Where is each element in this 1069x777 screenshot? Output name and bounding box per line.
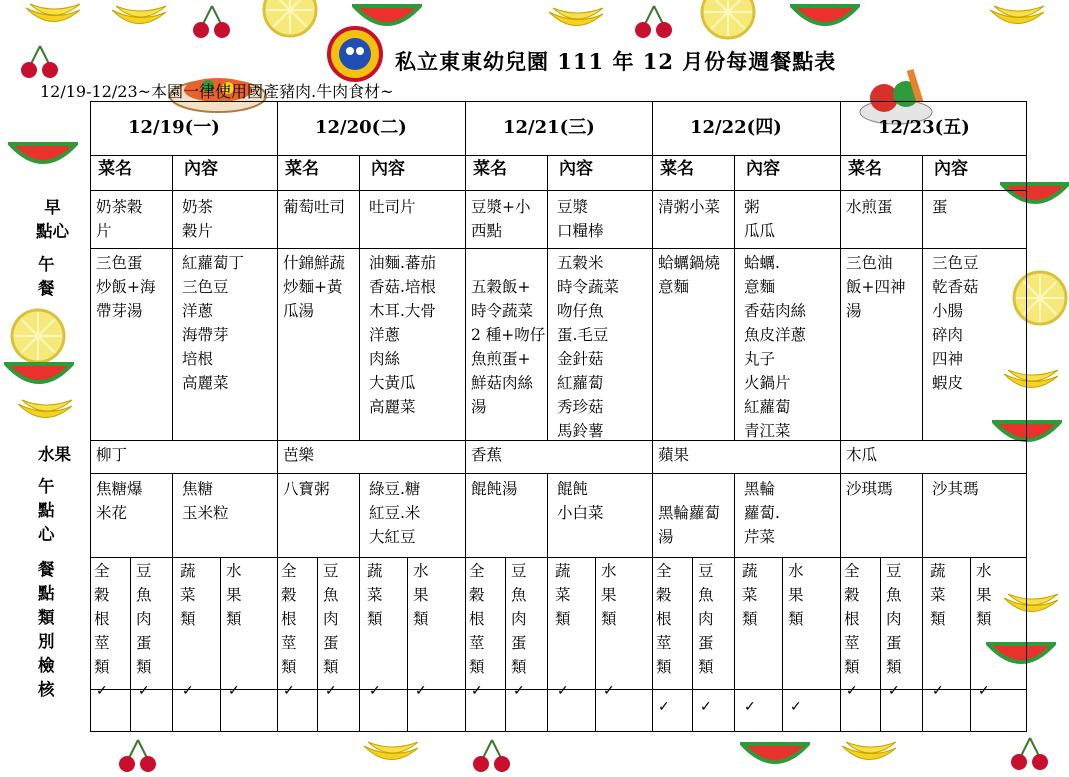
day-date: 12/21(三)	[503, 117, 595, 138]
banana-icon	[986, 2, 1048, 36]
category-label: 全 穀 根 莖 類	[281, 562, 297, 676]
col-divider	[595, 557, 596, 731]
watermelon-icon	[740, 740, 810, 774]
cherry-icon	[116, 738, 160, 774]
col-divider	[782, 557, 783, 731]
row-divider	[90, 101, 1027, 102]
col-divider	[922, 473, 923, 731]
banana-icon	[838, 738, 900, 772]
col-divider	[359, 473, 360, 731]
row-label-fruit: 水果	[38, 445, 71, 464]
col-divider	[692, 557, 693, 731]
lemon-slice-icon	[700, 0, 756, 40]
check-mark: ✓	[325, 683, 337, 699]
col-header-name: 菜名	[848, 159, 882, 179]
check-mark: ✓	[471, 683, 483, 699]
category-label: 豆 魚 肉 蛋 類	[511, 562, 527, 676]
check-mark: ✓	[513, 683, 525, 699]
col-divider	[880, 557, 881, 731]
watermelon-icon	[790, 2, 860, 36]
category-label: 水 果 類	[413, 562, 429, 628]
watermelon-icon	[4, 360, 74, 394]
col-divider	[734, 155, 735, 440]
col-divider	[359, 155, 360, 440]
check-mark: ✓	[658, 699, 670, 715]
lunch-name: 五穀飯+ 時令蔬菜 2 種+吻仔 魚煎蛋+ 鮮菇肉絲 湯	[471, 278, 546, 416]
col-header-name: 菜名	[660, 159, 694, 179]
row-divider	[90, 557, 1027, 558]
col-divider	[277, 101, 278, 731]
snack-name: 焦糖爆 米花	[96, 480, 143, 522]
col-divider	[547, 473, 548, 731]
check-mark: ✓	[96, 683, 108, 699]
fruit-name: 木瓜	[846, 446, 878, 464]
fruit-name: 芭樂	[283, 446, 315, 464]
category-label: 水 果 類	[788, 562, 804, 628]
col-divider	[922, 155, 923, 440]
category-label: 全 穀 根 莖 類	[94, 562, 110, 676]
lunch-name: 什錦鮮蔬 炒麵+黃 瓜湯	[283, 254, 346, 320]
col-header-content: 內容	[184, 159, 218, 179]
lunch-name: 三色蛋 炒飯+海 帶芽湯	[96, 254, 156, 320]
col-divider	[172, 155, 173, 440]
col-divider	[172, 473, 173, 731]
cherry-icon	[632, 4, 676, 40]
row-divider	[90, 731, 1027, 732]
breakfast-name: 清粥小菜	[658, 198, 721, 216]
row-divider	[90, 155, 1027, 156]
snack-content: 沙其瑪	[932, 480, 979, 498]
check-mark: ✓	[744, 699, 756, 715]
row-divider	[90, 473, 1027, 474]
snack-name: 黑輪蘿蔔 湯	[658, 504, 721, 546]
check-mark: ✓	[283, 683, 295, 699]
lunch-name: 蛤蠣鍋燒 意麵	[658, 254, 721, 296]
breakfast-content: 蛋	[932, 198, 948, 216]
page-title: 私立東東幼兒園 111 年 12 月份每週餐點表	[395, 49, 837, 74]
col-header-name: 菜名	[473, 159, 507, 179]
snack-name: 沙琪瑪	[846, 480, 893, 498]
cherry-icon	[190, 4, 234, 40]
snack-content: 黑輪 蘿蔔. 芹菜	[744, 480, 780, 546]
watermelon-icon	[8, 140, 78, 174]
check-mark: ✓	[603, 683, 615, 699]
check-mark: ✓	[182, 683, 194, 699]
row-divider	[90, 248, 1027, 249]
col-divider	[970, 557, 971, 731]
category-label: 蔬 菜 類	[742, 562, 758, 628]
lunch-name: 三色油 飯+四神 湯	[846, 254, 906, 320]
cherry-icon	[470, 738, 514, 774]
col-divider	[90, 101, 91, 731]
breakfast-name: 水煎蛋	[846, 198, 893, 216]
col-header-name: 菜名	[285, 159, 319, 179]
row-label-snack: 午 點 心	[38, 477, 55, 544]
school-logo	[327, 26, 383, 82]
day-date: 12/23(五)	[878, 117, 970, 138]
banana-icon	[360, 738, 422, 772]
cherry-icon	[1008, 736, 1052, 772]
col-divider	[407, 557, 408, 731]
page-subtitle: 12/19-12/23~本園一律使用國產豬肉.牛肉食材~	[40, 82, 394, 101]
check-mark: ✓	[888, 683, 900, 699]
col-header-name: 菜名	[98, 159, 132, 179]
col-divider	[505, 557, 506, 731]
row-label-lunch: 午 餐	[38, 255, 55, 298]
col-divider	[652, 101, 653, 731]
snack-name: 餛飩湯	[471, 480, 518, 498]
banana-icon	[14, 396, 76, 430]
check-mark: ✓	[978, 683, 990, 699]
check-mark: ✓	[228, 683, 240, 699]
banana-icon	[22, 0, 84, 34]
lunch-content: 五穀米 時令蔬菜 吻仔魚 蛋.毛豆 金針菇 紅蘿蔔 秀珍菇 馬鈴薯	[557, 254, 620, 440]
lunch-content: 油麵.蕃茄 香菇.培根 木耳.大骨 洋蔥 肉絲 大黃瓜 高麗菜	[369, 254, 436, 416]
breakfast-content: 豆漿 口糧棒	[557, 198, 604, 240]
category-label: 豆 魚 肉 蛋 類	[136, 562, 152, 676]
col-divider	[317, 557, 318, 731]
check-mark: ✓	[790, 699, 802, 715]
day-date: 12/22(四)	[690, 117, 782, 138]
lunch-content: 蛤蠣. 意麵 香菇肉絲 魚皮洋蔥 丸子 火鍋片 紅蘿蔔 青江菜	[744, 254, 807, 440]
lemon-slice-icon	[262, 0, 318, 38]
check-mark: ✓	[700, 699, 712, 715]
col-divider	[547, 155, 548, 440]
category-label: 蔬 菜 類	[555, 562, 571, 628]
check-mark: ✓	[932, 683, 944, 699]
breakfast-name: 豆漿+小 西點	[471, 198, 531, 240]
category-label: 水 果 類	[601, 562, 617, 628]
row-label-check: 餐 點 類 別 檢 核	[38, 560, 55, 699]
check-mark: ✓	[557, 683, 569, 699]
col-header-content: 內容	[371, 159, 405, 179]
snack-content: 焦糖 玉米粒	[182, 480, 229, 522]
category-label: 水 果 類	[976, 562, 992, 628]
snack-name: 八寶粥	[283, 480, 330, 498]
breakfast-content: 吐司片	[369, 198, 416, 216]
check-mark: ✓	[138, 683, 150, 699]
breakfast-content: 粥 瓜瓜	[744, 198, 776, 240]
fruit-name: 柳丁	[96, 446, 128, 464]
category-label: 蔬 菜 類	[180, 562, 196, 628]
col-divider	[220, 557, 221, 731]
category-label: 水 果 類	[226, 562, 242, 628]
menu-table	[90, 101, 1027, 731]
category-label: 蔬 菜 類	[930, 562, 946, 628]
breakfast-name: 葡萄吐司	[283, 198, 346, 216]
breakfast-name: 奶茶穀 片	[96, 198, 143, 240]
category-label: 豆 魚 肉 蛋 類	[323, 562, 339, 676]
col-divider	[465, 101, 466, 731]
col-header-content: 內容	[559, 159, 593, 179]
check-mark: ✓	[846, 683, 858, 699]
snack-content: 綠豆.糖 紅豆.米 大紅豆	[369, 480, 421, 546]
check-mark: ✓	[415, 683, 427, 699]
snack-content: 餛飩 小白菜	[557, 480, 604, 522]
day-date: 12/19(一)	[128, 117, 220, 138]
category-label: 全 穀 根 莖 類	[844, 562, 860, 676]
breakfast-content: 奶茶 穀片	[182, 198, 214, 240]
col-header-content: 內容	[934, 159, 968, 179]
col-divider	[840, 101, 841, 731]
lunch-content: 紅蘿蔔丁 三色豆 洋蔥 海帶芽 培根 高麗菜	[182, 254, 245, 392]
col-divider	[734, 473, 735, 731]
category-label: 全 穀 根 莖 類	[656, 562, 672, 676]
cherry-icon	[18, 44, 62, 80]
banana-icon	[108, 2, 170, 36]
row-divider	[90, 190, 1027, 191]
col-divider	[1026, 101, 1027, 731]
day-date: 12/20(二)	[315, 117, 407, 138]
banana-icon	[545, 4, 607, 38]
check-mark: ✓	[369, 683, 381, 699]
fruit-name: 香蕉	[471, 446, 503, 464]
col-header-content: 內容	[746, 159, 780, 179]
category-label: 豆 魚 肉 蛋 類	[698, 562, 714, 676]
category-label: 全 穀 根 莖 類	[469, 562, 485, 676]
lemon-slice-icon	[10, 308, 66, 364]
row-label-breakfast: 早 點心	[36, 198, 69, 241]
col-divider	[130, 557, 131, 731]
category-label: 蔬 菜 類	[367, 562, 383, 628]
category-label: 豆 魚 肉 蛋 類	[886, 562, 902, 676]
lunch-content: 三色豆 乾香菇 小腸 碎肉 四神 蝦皮	[932, 254, 979, 392]
fruit-name: 蘋果	[658, 446, 690, 464]
